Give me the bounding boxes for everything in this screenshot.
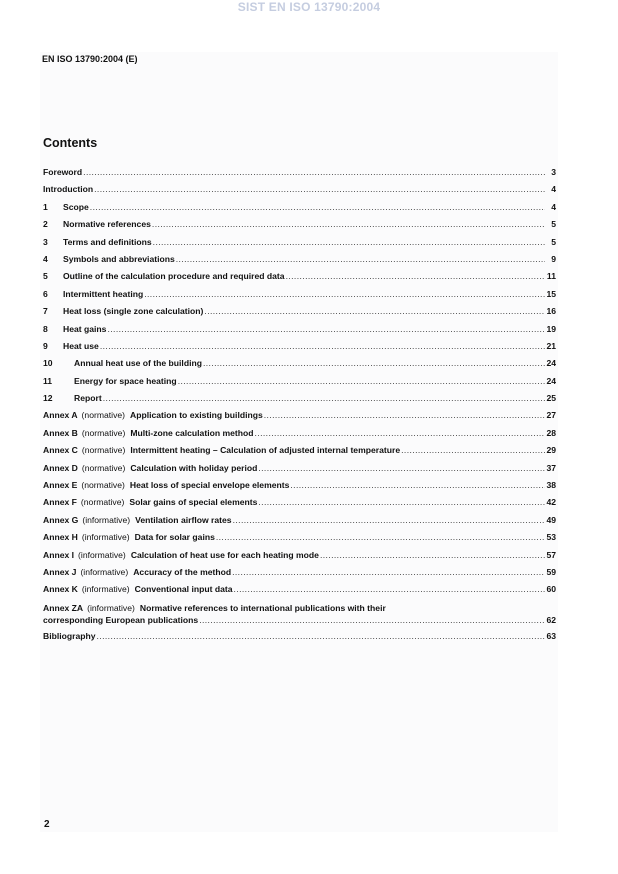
leader-dots <box>204 306 545 316</box>
leader-dots <box>199 615 545 625</box>
leader-dots <box>234 584 546 594</box>
toc-annex[interactable] <box>43 480 556 497</box>
annex-label: Annex E <box>43 480 78 491</box>
annex-title: Calculation with holiday period <box>130 462 258 473</box>
annex-label: Annex B <box>43 427 78 438</box>
annex-label: Annex D <box>43 462 78 473</box>
section-number: 9 <box>43 340 48 351</box>
annex-title: Solar gains of special elements <box>129 497 258 508</box>
toc-title: Bibliography <box>43 630 96 641</box>
toc-entry[interactable] <box>43 341 556 358</box>
toc-annex[interactable] <box>43 428 556 445</box>
document-id: EN ISO 13790:2004 (E) <box>42 54 138 64</box>
leader-dots <box>203 358 545 368</box>
leader-dots <box>232 567 545 577</box>
leader-dots <box>152 219 545 229</box>
toc-title: Intermittent heating <box>63 288 144 299</box>
leader-dots <box>290 480 545 490</box>
page-ref: 49 <box>546 514 556 525</box>
page-ref: 53 <box>546 532 556 543</box>
annex-type: (normative) <box>80 497 125 508</box>
annex-label: Annex C <box>43 445 78 456</box>
page-ref: 42 <box>546 497 556 508</box>
toc-entry[interactable] <box>43 254 556 271</box>
annex-title: Accuracy of the method <box>133 566 232 577</box>
section-number: 1 <box>43 201 48 212</box>
leader-dots <box>176 254 545 264</box>
toc-title: Report <box>74 393 102 404</box>
leader-dots <box>97 631 545 641</box>
toc-entry[interactable] <box>43 202 556 219</box>
toc-title: Annual heat use of the building <box>74 358 202 369</box>
toc-entry[interactable] <box>43 271 556 288</box>
toc-annex-za[interactable] <box>43 603 556 631</box>
annex-label: Annex G <box>43 514 79 525</box>
annex-label: Annex A <box>43 410 78 421</box>
annex-title: Heat loss of special envelope elements <box>129 480 290 491</box>
section-number: 6 <box>43 288 48 299</box>
leader-dots <box>100 341 545 351</box>
section-number: 10 <box>43 358 53 369</box>
page-ref: 29 <box>546 445 556 456</box>
toc-entry[interactable] <box>43 393 556 410</box>
page-ref: 9 <box>551 253 556 264</box>
leader-dots <box>264 410 545 420</box>
annex-type: (normative) <box>81 462 126 473</box>
toc-annex[interactable] <box>43 463 556 480</box>
section-number: 11 <box>43 375 53 386</box>
annex-title: Calculation of heat use for each heating mode <box>130 549 319 560</box>
annex-type: (informative) <box>82 514 131 525</box>
leader-dots <box>255 428 545 438</box>
table-of-contents <box>43 167 556 648</box>
section-number: 4 <box>43 253 48 264</box>
annex-title: Multi-zone calculation method <box>130 427 254 438</box>
page-ref: 24 <box>546 358 556 369</box>
page-ref: 21 <box>546 340 556 351</box>
annex-title: Ventilation airflow rates <box>135 514 232 525</box>
page-ref: 4 <box>551 184 556 195</box>
toc-annex[interactable] <box>43 567 556 584</box>
section-number: 12 <box>43 393 53 404</box>
annex-type: (informative) <box>81 584 130 595</box>
page-ref: 59 <box>546 566 556 577</box>
page-ref: 37 <box>546 462 556 473</box>
page-ref: 16 <box>546 306 556 317</box>
toc-title: Outline of the calculation procedure and required data <box>63 271 285 282</box>
annex-label: Annex J <box>43 566 77 577</box>
annex-label: Annex F <box>43 497 77 508</box>
toc-title: Heat loss (single zone calculation) <box>63 306 204 317</box>
annex-title-line2: corresponding European publications <box>43 614 199 625</box>
page-ref: 15 <box>546 288 556 299</box>
page-ref: 4 <box>551 201 556 212</box>
toc-title: Scope <box>63 201 89 212</box>
leader-dots <box>178 376 545 386</box>
toc-bibliography[interactable] <box>43 631 556 648</box>
leader-dots <box>94 184 545 194</box>
toc-annex[interactable] <box>43 445 556 462</box>
toc-annex[interactable] <box>43 515 556 532</box>
leader-dots <box>107 324 545 334</box>
page-ref: 3 <box>551 167 556 177</box>
leader-dots <box>153 237 545 247</box>
toc-title: Energy for space heating <box>74 375 177 386</box>
page-ref: 25 <box>546 393 556 404</box>
toc-entry[interactable] <box>43 306 556 323</box>
annex-type: (normative) <box>81 410 126 421</box>
annex-type: (informative) <box>81 532 130 543</box>
page-ref: 63 <box>546 630 556 641</box>
toc-entry[interactable] <box>43 184 556 201</box>
annex-title: Data for solar gains <box>134 532 215 543</box>
annex-label: Annex I <box>43 549 75 560</box>
annex-type: (informative) <box>80 566 129 577</box>
leader-dots <box>144 289 545 299</box>
page-ref: 24 <box>546 375 556 386</box>
toc-title: Terms and definitions <box>63 236 152 247</box>
page-ref: 19 <box>546 323 556 334</box>
annex-title: Intermittent heating – Calculation of adjusted internal temperature <box>130 445 401 456</box>
leader-dots <box>258 463 545 473</box>
page-ref: 5 <box>551 236 556 247</box>
toc-title: Introduction <box>43 184 94 195</box>
page-ref: 11 <box>546 271 556 282</box>
toc-entry[interactable] <box>43 167 556 184</box>
section-number: 3 <box>43 236 48 247</box>
page-ref: 62 <box>546 614 556 625</box>
annex-type: (normative) <box>81 427 126 438</box>
toc-annex[interactable] <box>43 497 556 514</box>
toc-annex[interactable] <box>43 532 556 549</box>
leader-dots <box>401 445 545 455</box>
section-number: 2 <box>43 219 48 230</box>
toc-annex[interactable] <box>43 410 556 427</box>
watermark: SIST EN ISO 13790:2004 <box>237 0 381 14</box>
toc-annex[interactable] <box>43 550 556 567</box>
annex-label: Annex H <box>43 532 78 543</box>
leader-dots <box>216 532 545 542</box>
leader-dots <box>233 515 545 525</box>
toc-entry[interactable] <box>43 237 556 254</box>
annex-type: (normative) <box>81 480 125 491</box>
leader-dots <box>103 393 545 403</box>
page-ref: 38 <box>546 480 556 491</box>
toc-title: Foreword <box>43 167 83 177</box>
leader-dots <box>90 202 545 212</box>
section-number: 5 <box>43 271 48 282</box>
page-number: 2 <box>44 819 50 830</box>
toc-title: Heat gains <box>63 323 107 334</box>
toc-entry[interactable] <box>43 289 556 306</box>
toc-title: Heat use <box>63 340 99 351</box>
leader-dots <box>320 550 545 560</box>
toc-entry[interactable] <box>43 324 556 341</box>
section-number: 8 <box>43 323 48 334</box>
leader-dots <box>258 497 545 507</box>
annex-type: (informative) <box>78 549 126 560</box>
annex-title: Application to existing buildings <box>130 410 263 421</box>
page-ref: 27 <box>546 410 556 421</box>
leader-dots <box>286 271 545 281</box>
annex-label: Annex K <box>43 584 78 595</box>
section-number: 7 <box>43 306 48 317</box>
page-ref: 5 <box>551 219 556 230</box>
page-ref: 60 <box>546 584 556 595</box>
annex-title: Conventional input data <box>134 584 233 595</box>
toc-annex[interactable] <box>43 584 556 601</box>
page-ref: 57 <box>546 549 556 560</box>
annex-title-line1: Normative references to international publications with their <box>139 602 386 613</box>
toc-entry[interactable] <box>43 376 556 393</box>
annex-label: Annex ZA <box>43 602 84 613</box>
annex-type: (informative) <box>87 602 135 613</box>
toc-title: Normative references <box>63 219 151 230</box>
page-ref: 28 <box>546 427 556 438</box>
toc-entry[interactable] <box>43 358 556 375</box>
toc-entry[interactable] <box>43 219 556 236</box>
annex-type: (normative) <box>81 445 126 456</box>
contents-heading: Contents <box>43 136 98 150</box>
leader-dots <box>83 167 545 177</box>
toc-title: Symbols and abbreviations <box>63 253 175 264</box>
